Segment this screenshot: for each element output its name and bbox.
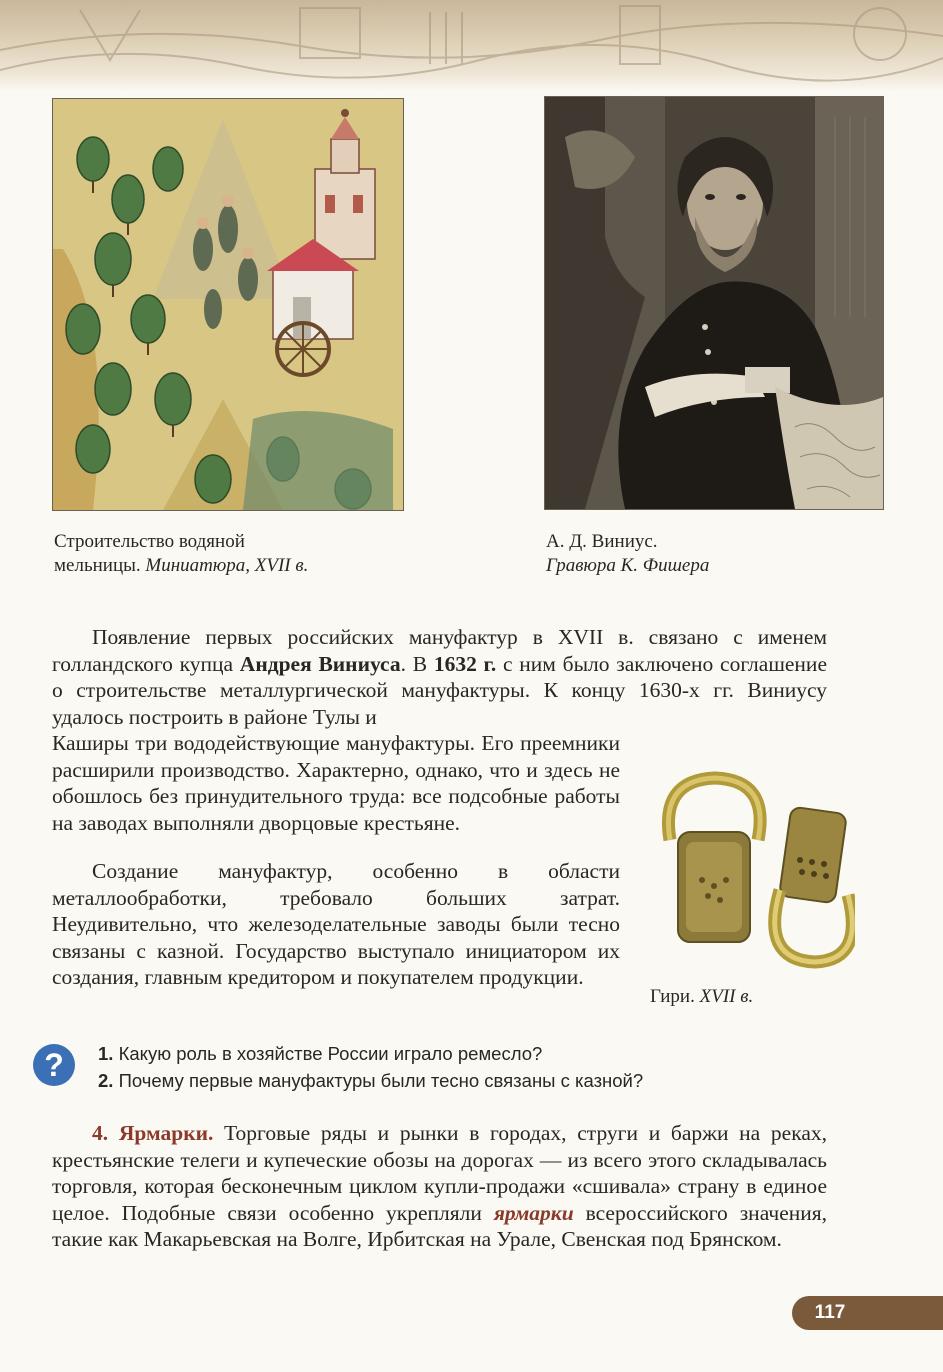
weights-caption-italic: XVII в. — [699, 986, 754, 1007]
para1-bold-year: 1632 г. — [433, 651, 497, 676]
para1-text3: с ним было заключено соглашение о строительстве металлургической мануфактуры. К концу 1630-х гг. Виниусу удалось построить в районе Тулы и — [52, 651, 827, 729]
para1-bold-vinius: Андрея Виниуса — [239, 651, 401, 676]
vinius-image-caption — [546, 530, 866, 578]
section4-text2: всероссийского значения, такие как Макарьевская на Волге, Ирбитская на Урале, Свенская под Брянском. — [52, 1200, 828, 1251]
question-text: Почему первые мануфактуры были тесно связаны с казной? — [118, 1070, 644, 1091]
mill-image-caption — [54, 530, 394, 578]
weights-image — [640, 770, 855, 970]
question-item-1 — [98, 1040, 798, 1067]
question-number: 2. — [98, 1070, 114, 1091]
para1-text2: . В — [400, 651, 434, 676]
header-decorative-band — [0, 0, 943, 92]
section-title: Ярмарки. — [118, 1121, 214, 1145]
paragraph-state-treasury — [52, 858, 620, 991]
vinius-portrait-image — [544, 96, 884, 510]
mill-caption-italic: Миниатюра, XVII в. — [145, 555, 309, 576]
section-fairs-paragraph — [52, 1120, 827, 1253]
paragraph-manufactures-intro — [52, 624, 827, 730]
para2-text: Создание мануфактур, особенно в области металлообработки, требовало больших затрат. Неудивительно, что железоделательные заводы были тесно связаны с казной. Государство выступало инициатором их создания, главным кредитором и покупателем продукции. — [52, 859, 620, 989]
weights-caption-plain: Гири. — [650, 986, 700, 1007]
question-mark-icon: ? — [33, 1044, 75, 1086]
question-number: 1. — [98, 1043, 114, 1064]
weights-image-caption — [650, 985, 850, 1009]
header-ornament — [0, 0, 943, 92]
mill-caption-line1: Строительство водяной — [54, 531, 245, 552]
vinius-caption-line1: А. Д. Виниус. — [546, 531, 658, 552]
question-text: Какую роль в хозяйстве России играло ремесло? — [118, 1043, 543, 1064]
paragraph-manufactures-continuation — [52, 730, 620, 836]
question-item-2 — [98, 1067, 798, 1094]
section-number: 4. — [92, 1121, 109, 1145]
mill-caption-plain: мельницы. — [54, 555, 146, 576]
page-number: 117 — [814, 1302, 846, 1323]
section4-text1: Торговые ряды и рынки в городах, струги и баржи на реках, крестьянские телеги и купеческие обозы на дорогах — из всего этого складывалась торговля, которая бесконечным циклом купли-продажи «сшивала» страну в единое целое. Подобные связи особенно укрепляли — [52, 1121, 828, 1225]
mill-miniature-image — [52, 98, 404, 511]
para1-text4: Каширы три вододействующие мануфактуры. Его преемники расширили производство. Характерно, однако, что и здесь не обошлось без принудительного труда: все подсобные работы на заводах выполняли дворцовые крестьяне. — [52, 731, 620, 835]
review-questions — [98, 1040, 798, 1094]
section4-term: ярмарки — [493, 1200, 574, 1225]
vinius-caption-line2: Гравюра К. Фишера — [546, 555, 710, 576]
para1-text1: Появление первых российских мануфактур в XVII в. связано с именем голландского купца — [52, 625, 827, 676]
mill-caption-line2 — [54, 554, 394, 578]
